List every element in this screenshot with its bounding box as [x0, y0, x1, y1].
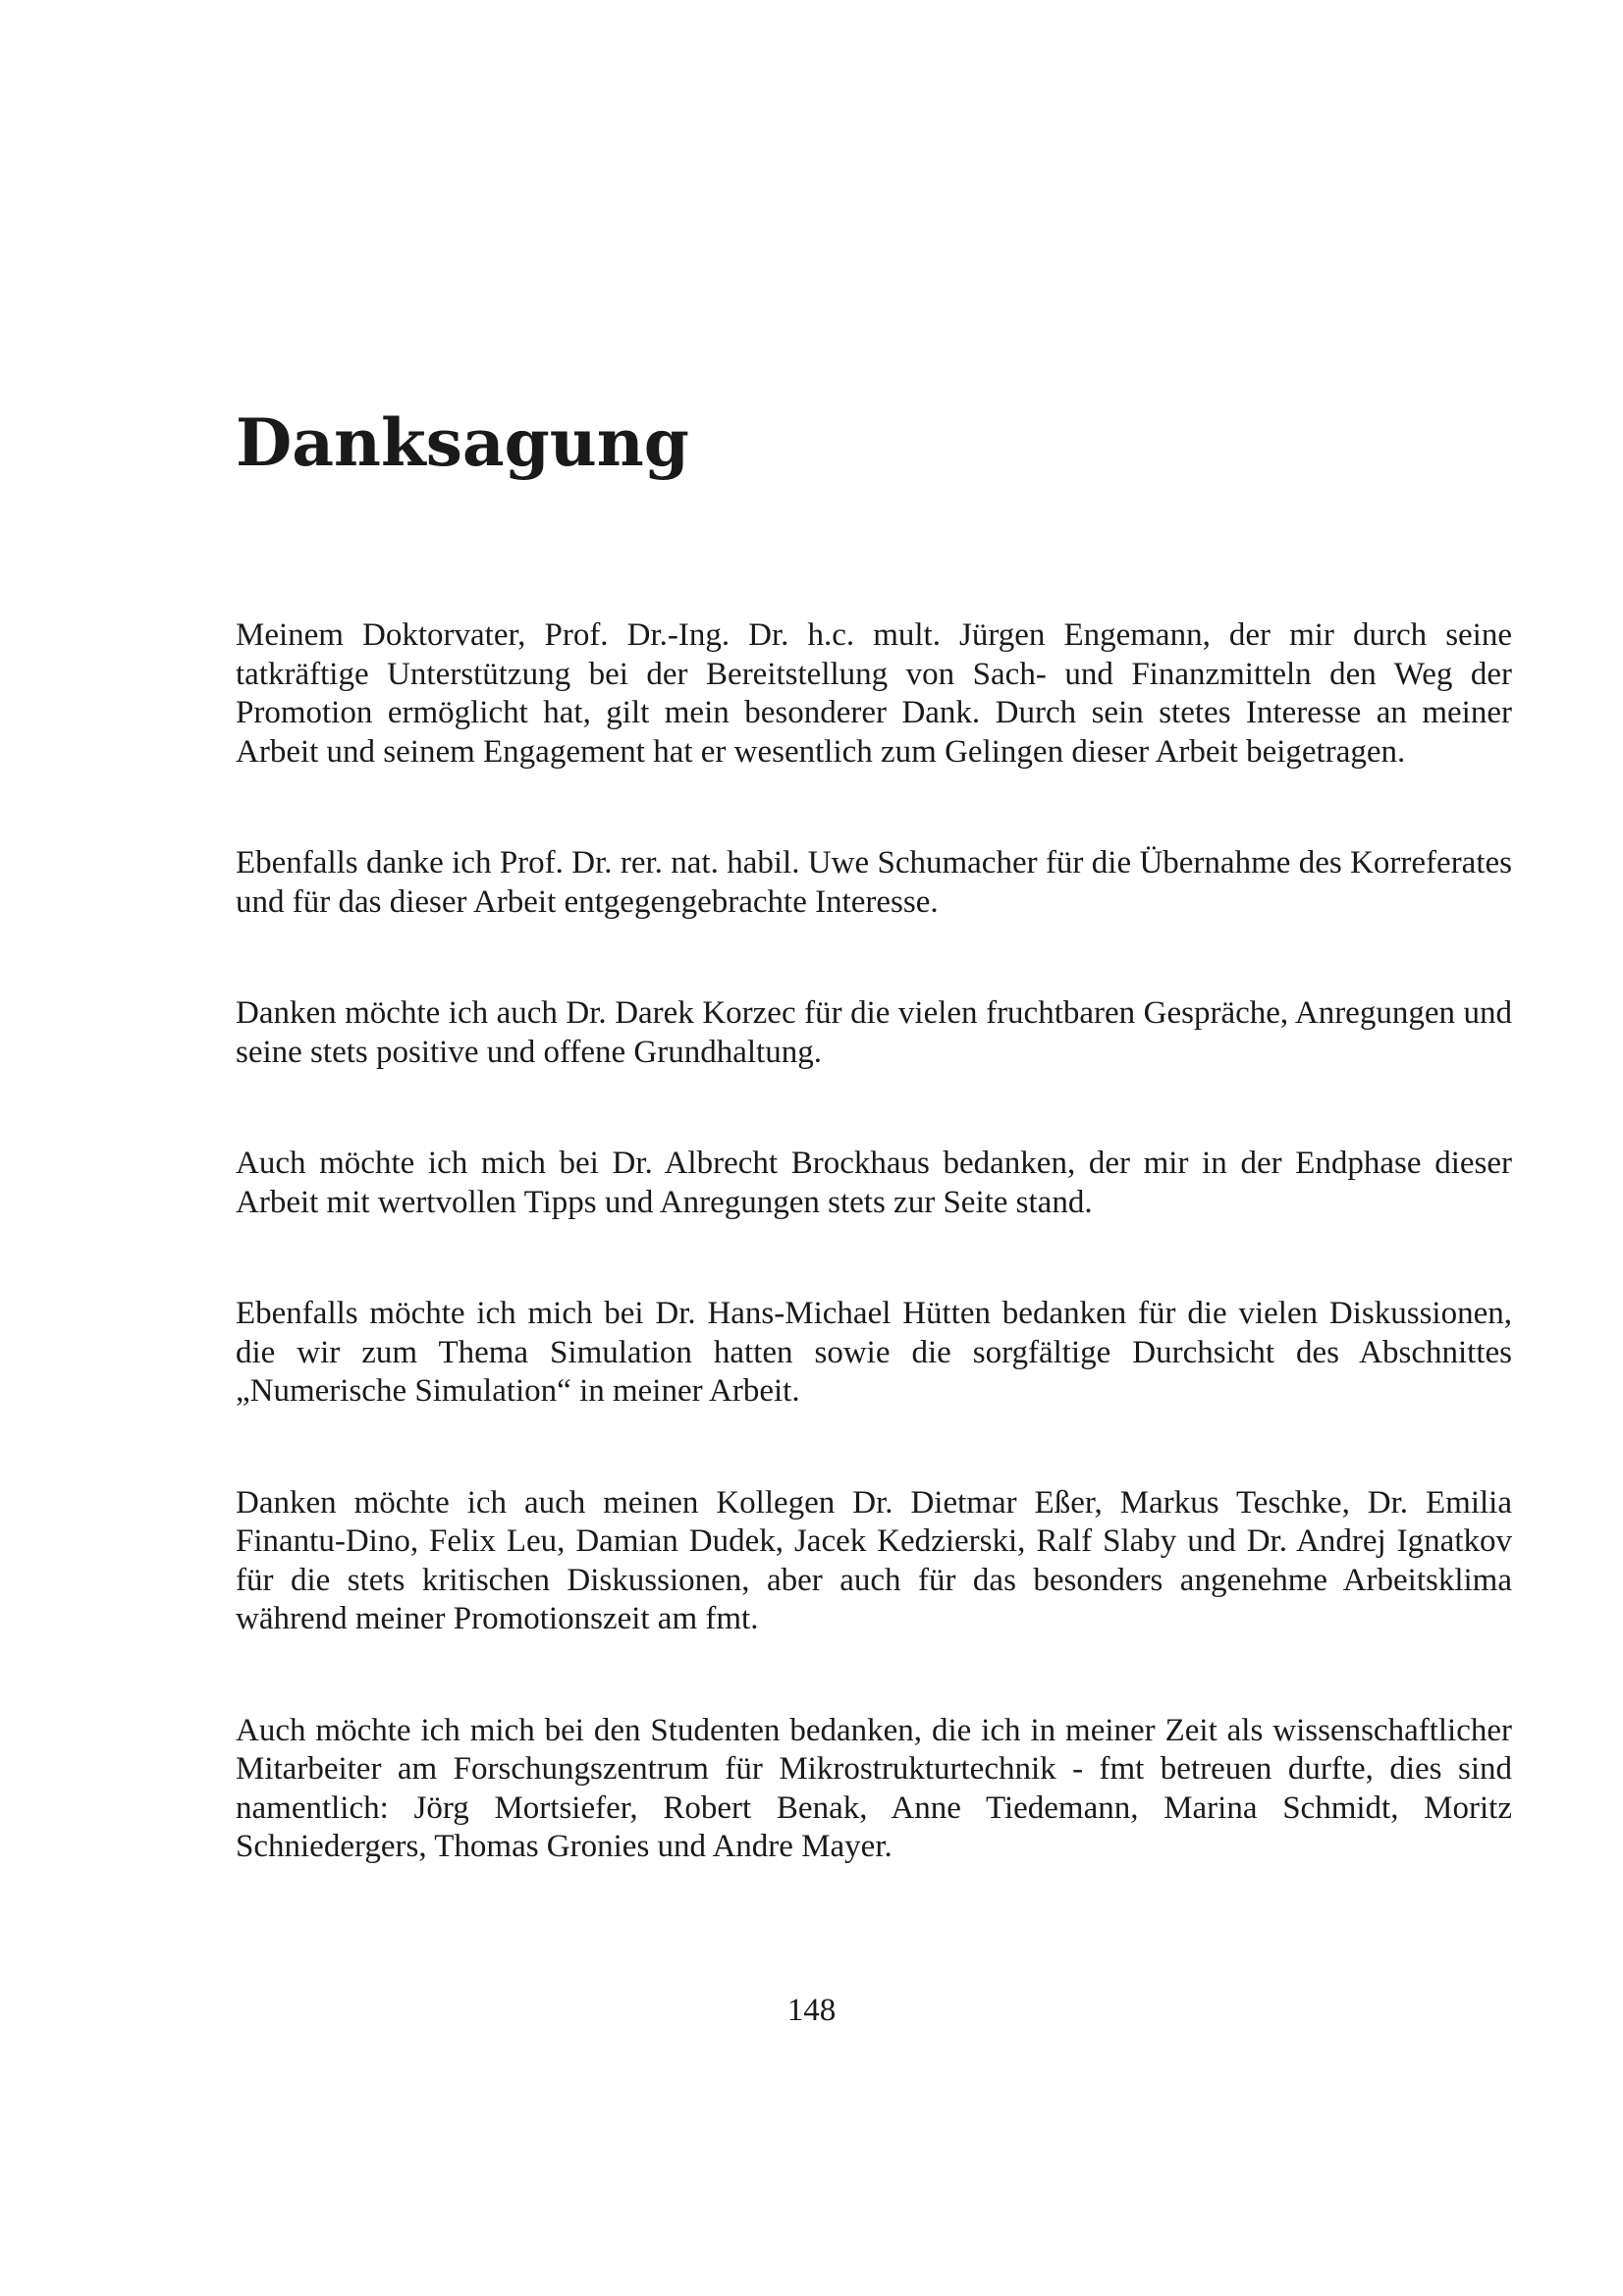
paragraph-kollegen: Danken möchte ich auch meinen Kollegen Dr. Dietmar Eßer, Markus Teschke, Dr. Emilia Finantu-Dino, Felix Leu, Damian Dudek, Jacek Kedzierski, Ralf Slaby und Dr. Andrej Ignatkov für die stets kritischen Diskussionen, aber auch für das besonders angenehme Arbeitsklima während meiner Promotionszeit am fmt. [236, 1484, 1512, 1636]
paragraph-korreferent: Ebenfalls danke ich Prof. Dr. rer. nat. habil. Uwe Schumacher für die Übernahme des Korreferates und für das dieser Arbeit entgegengebrachte Interesse. [236, 845, 1512, 920]
paragraph-doktorvater: Meinem Doktorvater, Prof. Dr.-Ing. Dr. h.c. mult. Jürgen Engemann, der mir durch seine tatkräftige Unterstützung bei der Bereitstellung von Sach- und Finanzmitteln den Weg der Promotion ermöglicht hat, gilt mein besonderer Dank. Durch sein stetes Interesse an meiner Arbeit und seinem Engagement hat er wesentlich zum Gelingen dieser Arbeit beigetragen. [236, 617, 1512, 770]
paragraph-korzec: Danken möchte ich auch Dr. Darek Korzec für die vielen fruchtbaren Gespräche, Anregungen und seine stets positive und offene Grundhaltung. [236, 995, 1512, 1070]
paragraph-brockhaus: Auch möchte ich mich bei Dr. Albrecht Brockhaus bedanken, der mir in der Endphase dieser Arbeit mit wertvollen Tipps und Anregungen stets zur Seite stand. [236, 1146, 1512, 1220]
acknowledgements-body [236, 616, 1512, 1867]
page-title: Danksagung [236, 404, 689, 481]
paragraph-huetten: Ebenfalls möchte ich mich bei Dr. Hans-Michael Hütten bedanken für die vielen Diskussionen, die wir zum Thema Simulation hatten sowie die sorgfältige Durchsicht des Abschnittes „Numerische Simulation“ in meiner Arbeit. [236, 1296, 1512, 1409]
page-number: 148 [786, 1993, 837, 2028]
paragraph-studenten: Auch möchte ich mich bei den Studenten bedanken, die ich in meiner Zeit als wissenschaftlicher Mitarbeiter am Forschungszentrum für Mikrostrukturtechnik - fmt betreuen durfte, dies sind namentlich: Jörg Mortsiefer, Robert Benak, Anne Tiedemann, Marina Schmidt, Moritz Schniedergers, Thomas Gronies und Andre Mayer. [236, 1712, 1512, 1864]
